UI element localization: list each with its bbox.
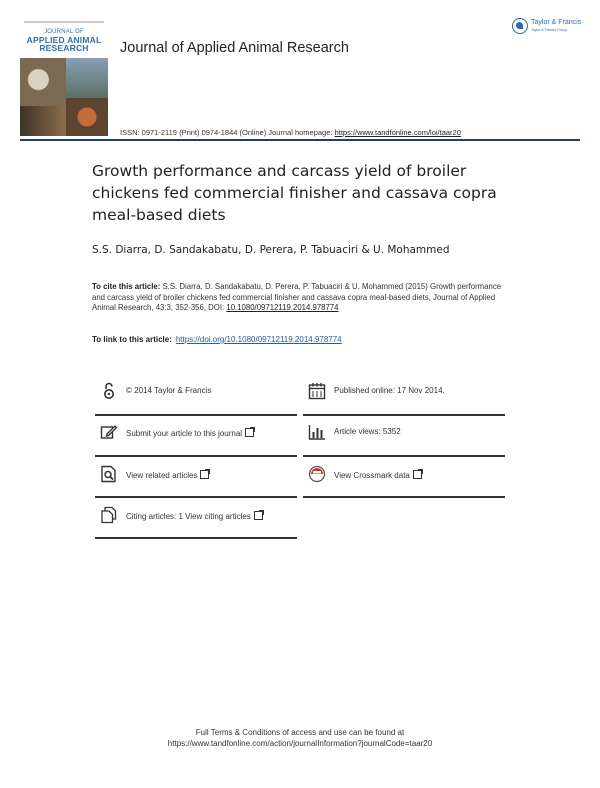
related-articles-link[interactable] (126, 469, 209, 480)
edit-pencil-icon (100, 423, 118, 441)
copyright-text: © 2014 Taylor & Francis (126, 386, 212, 395)
calendar-icon (308, 382, 326, 400)
cover-title-line-1: JOURNAL OF (44, 29, 84, 35)
footer-terms-url[interactable]: https://www.tandfonline.com/action/journalInformation?journalCode=taar20 (167, 739, 433, 748)
cover-photo-collage (20, 58, 108, 136)
link-label: To link to this article: (92, 335, 172, 344)
article-authors: S.S. Diarra, D. Sandakabatu, D. Perera, P. Tabuaciri & U. Mohammed (92, 244, 450, 256)
divider (303, 496, 505, 498)
article-title: Growth performance and carcass yield of broiler chickens fed commercial finisher and cassava copra meal-based diets (92, 162, 497, 224)
citing-articles-label: Citing articles: 1 View citing articles (126, 512, 251, 521)
related-articles-label: View related articles (126, 471, 198, 480)
external-link-icon (254, 511, 263, 520)
cite-label: To cite this article: (92, 282, 161, 291)
journal-cover-image (20, 18, 108, 136)
journal-name: Journal of Applied Animal Research (120, 40, 349, 56)
citing-articles-icon (100, 506, 118, 524)
divider (95, 537, 297, 539)
cover-title-line-2: APPLIED ANIMAL (26, 35, 102, 45)
related-articles-search-icon (100, 465, 118, 483)
external-link-icon (200, 470, 209, 479)
divider (303, 455, 505, 457)
divider (95, 496, 297, 498)
published-date: Published online: 17 Nov 2014. (334, 386, 445, 395)
publisher-logo[interactable] (512, 18, 592, 36)
bar-chart-icon (308, 423, 326, 441)
divider (303, 414, 505, 416)
publisher-logo-name: Taylor & Francis (531, 19, 582, 26)
journal-homepage-link[interactable]: https://www.tandfonline.com/loi/taar20 (334, 128, 461, 137)
crossmark-label: View Crossmark data (334, 471, 410, 480)
submit-article-link[interactable] (126, 427, 254, 438)
crossmark-icon (308, 465, 326, 483)
open-access-lock-icon (100, 382, 118, 400)
citing-articles-link[interactable] (126, 510, 263, 521)
publisher-logo-sub: Taylor & Francis Group (531, 28, 567, 32)
taylor-francis-logo-icon (512, 18, 528, 34)
article-doi-link[interactable]: https://doi.org/10.1080/09712119.2014.978774 (175, 335, 342, 344)
issn-line (120, 128, 461, 137)
header-divider (20, 139, 580, 141)
divider (95, 455, 297, 457)
cite-doi-link[interactable]: 10.1080/09712119.2014.978774 (226, 303, 339, 312)
footer-terms-line: Full Terms & Conditions of access and use can be found at (195, 728, 405, 737)
article-link-block (92, 335, 342, 344)
footer (0, 727, 600, 749)
cite-text: S.S. Diarra, D. Sandakabatu, D. Perera, P. Tabuaciri & U. Mohammed (2015) Growth performance and carcass yield of broiler chickens fed commercial finisher and cassava copra meal-based diets, Journal of Applied Animal Research, 43:3, 352-356, DOI: (92, 282, 502, 312)
article-views: Article views: 5352 (334, 427, 401, 436)
citation-block (92, 282, 512, 314)
cover-journal-title (20, 28, 108, 52)
divider (95, 414, 297, 416)
external-link-icon (413, 470, 422, 479)
submit-article-label: Submit your article to this journal (126, 429, 243, 438)
cover-title-line-3: RESEARCH (39, 43, 89, 53)
external-link-icon (245, 428, 254, 437)
crossmark-link[interactable] (334, 469, 422, 480)
issn-text: ISSN: 0971-2119 (Print) 0974-1844 (Online) Journal homepage: (120, 128, 335, 137)
